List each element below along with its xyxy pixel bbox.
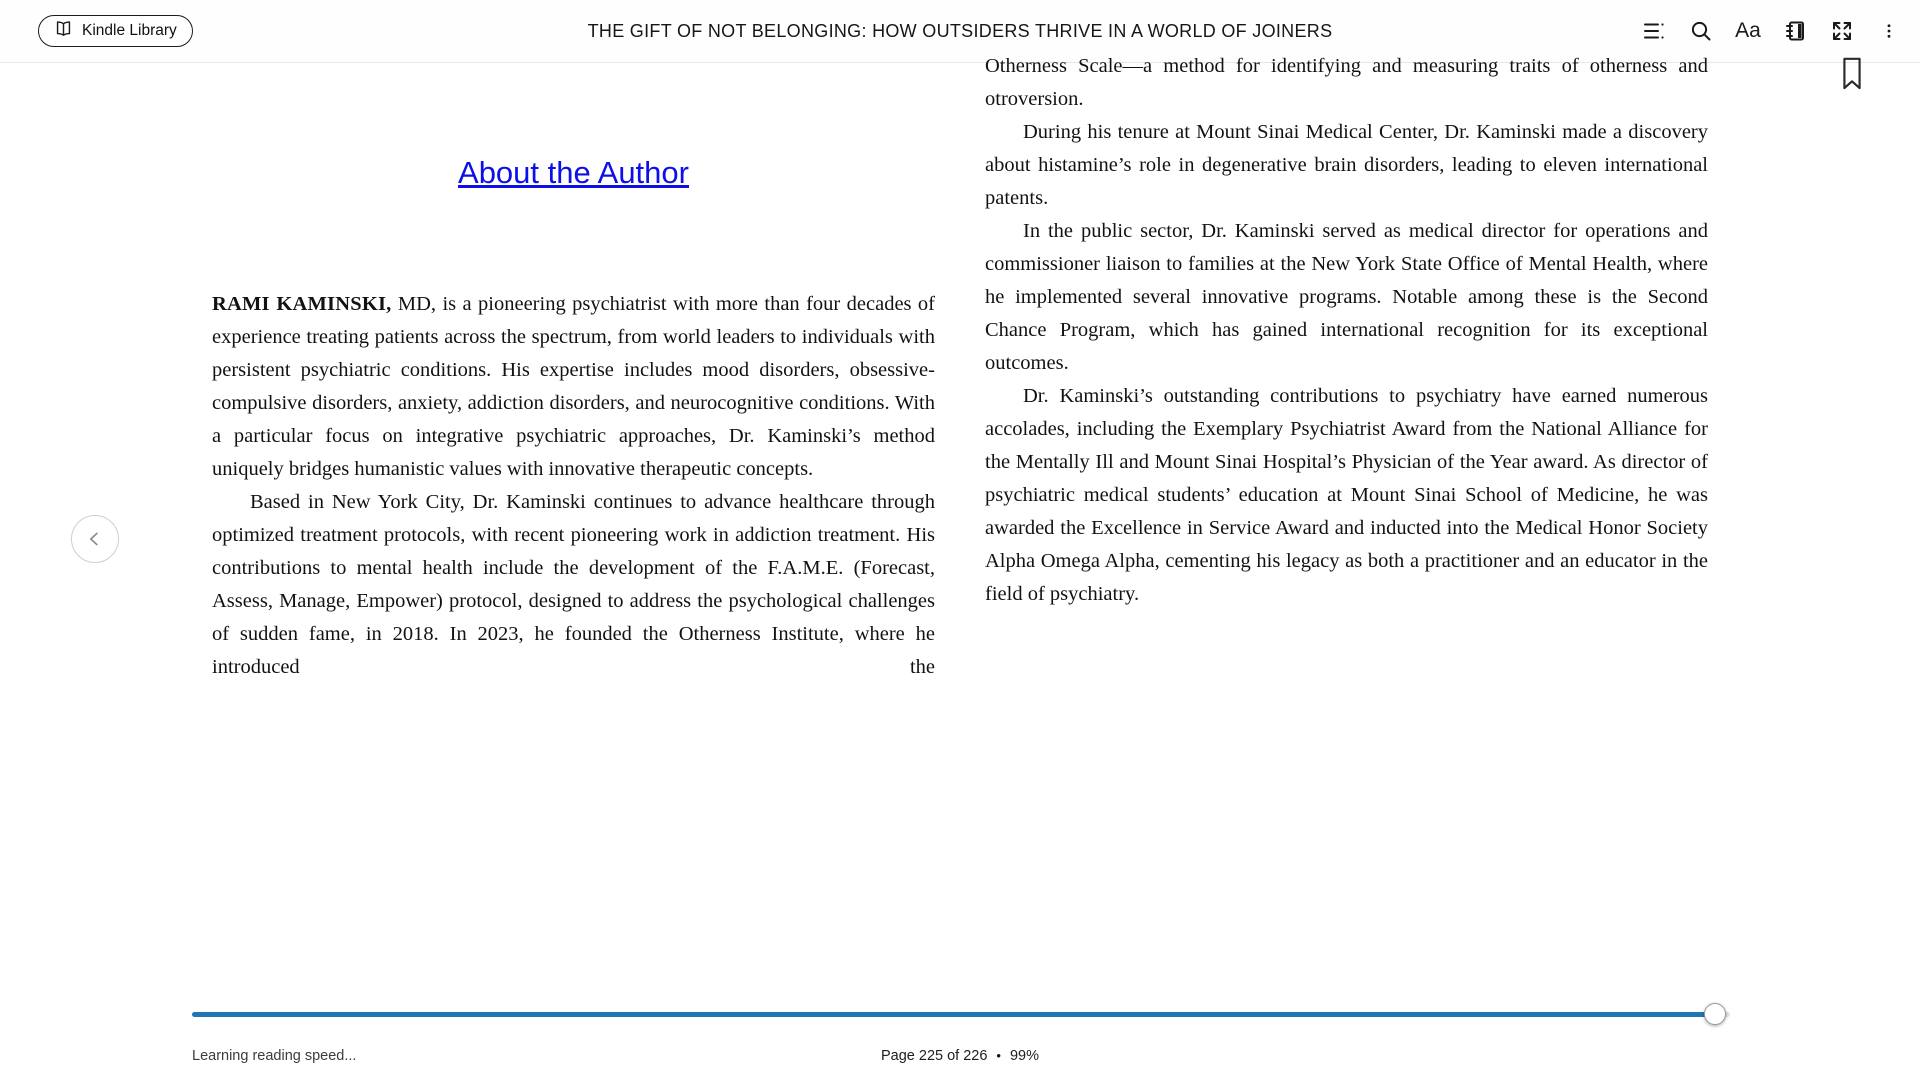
- paragraph: Dr. Kaminski’s outstanding contributions to psychiatry have earned numerous accolades, including the Exemplary Psychiatrist Award from the National Alliance for the Mentally Ill and Mount Sinai Hospital’s Physician of the Year award. As director of psychiatric medical students’ education at Mount Sinai School of Medicine, he was awarded the Excellence in Service Award and inducted into the Medical Honor Society Alpha Omega Alpha, cementing his legacy as both a practitioner and an educator in the field of psychiatry.: [985, 385, 1708, 605]
- open-book-icon: [54, 19, 73, 43]
- reading-speed-status: Learning reading speed...: [192, 1048, 357, 1064]
- text-column-left: [212, 288, 935, 684]
- more-menu-icon[interactable]: [1876, 18, 1902, 44]
- reading-progress-fill: [192, 1012, 1715, 1017]
- page-indicator: [0, 1048, 1920, 1064]
- text-column-right: [985, 50, 1708, 611]
- paragraph: During his tenure at Mount Sinai Medical Center, Dr. Kaminski made a discovery about histamine’s role in degenerative brain disorders, leading to eleven international patents.: [985, 121, 1708, 209]
- search-icon[interactable]: [1688, 18, 1714, 44]
- paragraph-text: MD, is a pioneering psychiatrist with more than four decades of experience treating patients across the spectrum, from world leaders to individuals with persistent psychiatric conditions. His expertise includes mood disorders, obsessive-compulsive disorders, anxiety, addiction disorders, and neurocognitive conditions. With a particular focus on integrative psychiatric approaches, Dr. Kaminski’s method uniquely bridges humanistic values with innovative therapeutic concepts.: [212, 293, 935, 480]
- reading-progress-handle[interactable]: [1704, 1003, 1726, 1025]
- reading-progress-bar[interactable]: [192, 1012, 1730, 1017]
- fullscreen-icon[interactable]: [1829, 18, 1855, 44]
- previous-page-button[interactable]: [71, 515, 119, 563]
- paragraph: [212, 288, 935, 486]
- separator-dot: •: [996, 1048, 1001, 1063]
- paragraph: Based in New York City, Dr. Kaminski continues to advance healthcare through optimized treatment protocols, with recent pioneering work in addiction treatment. His contributions to mental health include the development of the F.A.M.E. (Forecast, Assess, Manage, Empower) protocol, designed to address the psychological challenges of sudden fame, in 2018. In 2023, he founded the Otherness Institute, where he introduced the: [212, 491, 935, 678]
- table-of-contents-icon[interactable]: [1641, 18, 1667, 44]
- font-settings-icon[interactable]: Aa: [1735, 19, 1761, 42]
- book-title: THE GIFT OF NOT BELONGING: HOW OUTSIDERS THRIVE IN A WORLD OF JOINERS: [587, 20, 1333, 41]
- author-name-lead: RAMI KAMINSKI,: [212, 293, 392, 315]
- percent-read: 99%: [1009, 1048, 1040, 1064]
- reading-view-icon[interactable]: [1782, 18, 1808, 44]
- bookmark-icon[interactable]: [1839, 56, 1865, 92]
- paragraph: Otherness Scale—a method for identifying and measuring traits of otherness and otroversion.: [985, 55, 1708, 110]
- paragraph: In the public sector, Dr. Kaminski served as medical director for operations and commissioner liaison to families at the New York State Office of Mental Health, where he implemented several innovative programs. Notable among these is the Second Chance Program, which has gained international recognition for its exceptional outcomes.: [985, 220, 1708, 374]
- kindle-library-label: Kindle Library: [82, 22, 177, 39]
- kindle-library-button[interactable]: [38, 15, 193, 47]
- chapter-heading-link[interactable]: About the Author: [458, 155, 689, 190]
- page-number-text: Page 225 of 226: [880, 1048, 988, 1064]
